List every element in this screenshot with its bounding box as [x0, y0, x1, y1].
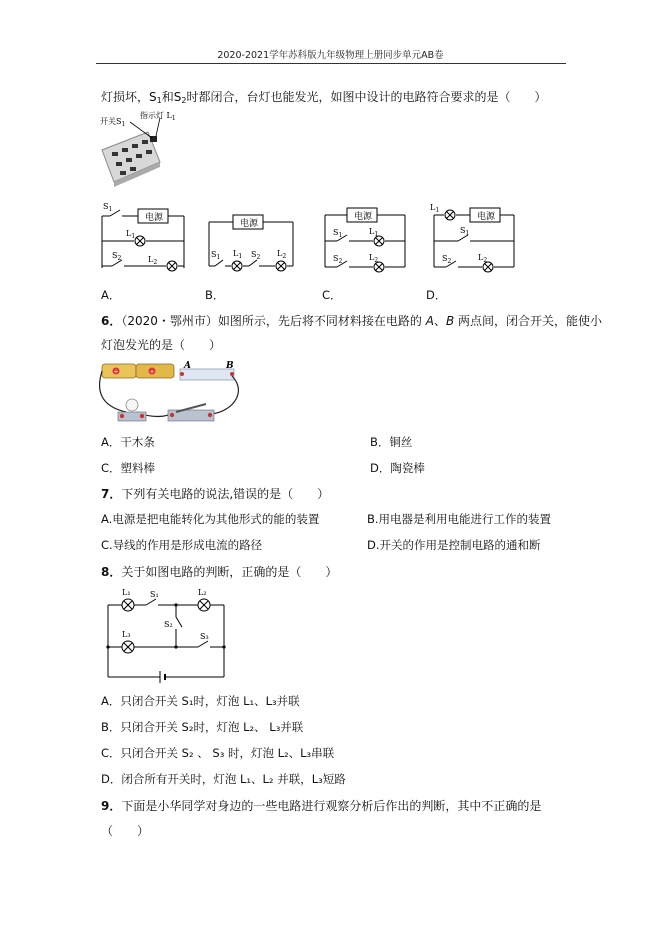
q8-number: 8．: [101, 565, 122, 579]
q8-option-a[interactable]: A．只闭合开关 S₁时，灯泡 L₁、L₃并联: [101, 694, 300, 708]
q7-stem: 7．下列有关电路的说法,错误的是（ ）: [101, 487, 330, 501]
q5-intro-part-b: 和S: [161, 90, 182, 104]
q8-stem: 8．关于如图电路的判断，正确的是（ ）: [101, 565, 338, 579]
q8-option-d[interactable]: D．闭合所有开关时，灯泡 L₁、L₂ 并联，L₃短路: [101, 772, 346, 786]
q6-stem: 6．（2020・鄂州市）如图所示，先后将不同材料接在电路的 A、B 两点间，闭合开关，能使小: [101, 314, 603, 328]
power-label: 电源: [240, 219, 259, 229]
power-label: 电源: [354, 212, 373, 222]
power-label: 电源: [145, 213, 164, 223]
svg-text:S1: $S_1$: [333, 228, 343, 239]
q6-option-c[interactable]: C．塑料棒: [101, 461, 156, 475]
q5-option-c[interactable]: C．: [322, 288, 342, 302]
q8-label-l2: L₂: [198, 588, 207, 597]
q5-circuit-c: [319, 203, 411, 273]
svg-text:+: +: [113, 368, 119, 376]
q8-label-l3: L₃: [122, 630, 131, 639]
q8-label-s3: S₃: [200, 632, 209, 641]
power-label: 电源: [477, 212, 496, 222]
svg-text:S1: $S_1$: [211, 250, 221, 261]
svg-text:L1: $L_1$: [233, 249, 243, 260]
q5-intro-sub2: 2: [181, 96, 187, 105]
q5-intro-part-c: 时都闭合，台灯也能发光，如图中设计的电路符合要求的是（ ）: [186, 90, 547, 104]
svg-text:L1: $L_1$: [430, 203, 440, 214]
q7-option-c[interactable]: C.导线的作用是形成电流的路径: [101, 538, 263, 552]
q5-intro-part-a: 灯损坏，S: [101, 90, 157, 104]
svg-text:S2: $S_2$: [442, 254, 452, 265]
svg-text:S1: $S_1$: [103, 202, 113, 213]
q7-option-a[interactable]: A.电源是把电能转化为其他形式的能的装置: [101, 512, 320, 526]
q8-label-l1: L₁: [122, 588, 131, 597]
svg-text:L1: $L_1$: [126, 229, 136, 240]
q7-option-b[interactable]: B.用电器是利用电能进行工作的装置: [367, 512, 552, 526]
q9-answer-paren: （ ）: [101, 824, 150, 838]
svg-text:L2: $L_2$: [369, 253, 379, 264]
svg-text:S2: $S_2$: [112, 251, 122, 262]
svg-text:L1: $L_1$: [369, 227, 379, 238]
q5-circuit-b: [205, 210, 297, 272]
q6-option-b[interactable]: B．铜丝: [370, 435, 413, 449]
q5-option-d[interactable]: D．: [426, 288, 447, 302]
q8-label-s2: S₂: [164, 620, 173, 629]
q9-stem: 9．下面是小华同学对身边的一些电路进行观察分析后作出的判断，其中不正确的是: [101, 799, 542, 813]
q5-circuit-d: [428, 203, 520, 273]
q8-option-c[interactable]: C．只闭合开关 S₂ 、 S₃ 时，灯泡 L₂、L₃串联: [101, 746, 335, 760]
q9-number: 9．: [101, 799, 122, 813]
svg-text:L2: $L_2$: [277, 249, 287, 260]
power-strip-photo: [100, 110, 190, 190]
q5-circuit-a: [98, 198, 188, 273]
q5-intro-sub1: 1: [156, 96, 162, 105]
svg-text:L2: $L_2$: [148, 255, 158, 266]
svg-text:S2: $S_2$: [251, 250, 261, 261]
q7-number: 7．: [101, 487, 122, 501]
photo-switch-label: 开关$S_1$: [100, 117, 126, 128]
svg-text:L2: $L_2$: [478, 253, 488, 264]
photo-indicator-label: 指示灯 $L_1$: [140, 111, 176, 122]
svg-text:S2: $S_2$: [333, 254, 343, 265]
q7-option-d[interactable]: D.开关的作用是控制电路的通和断: [367, 538, 541, 552]
q6-option-d[interactable]: D．陶瓷棒: [370, 461, 425, 475]
svg-text:A: A: [184, 361, 191, 371]
page-header: 2020-2021学年苏科版九年级物理上册同步单元AB卷: [217, 50, 444, 61]
q8-circuit-diagram: [100, 587, 240, 687]
svg-text:S1: $S_1$: [460, 226, 470, 237]
q5-intro: [101, 88, 546, 105]
svg-text:B: B: [226, 361, 234, 371]
svg-text:+: +: [149, 368, 155, 376]
q5-option-a[interactable]: A．: [101, 288, 121, 302]
q6-stem-line2: 灯泡发光的是（ ）: [101, 338, 222, 352]
q6-circuit-photo: [96, 360, 246, 430]
q6-number: 6．: [101, 314, 122, 328]
q5-option-b[interactable]: B．: [205, 288, 225, 302]
q6-option-a[interactable]: A．干木条: [101, 435, 155, 449]
q8-option-b[interactable]: B．只闭合开关 S₂时，灯泡 L₂、 L₃并联: [101, 720, 304, 734]
header-divider: [96, 63, 566, 64]
q8-label-s1: S₁: [150, 590, 159, 599]
